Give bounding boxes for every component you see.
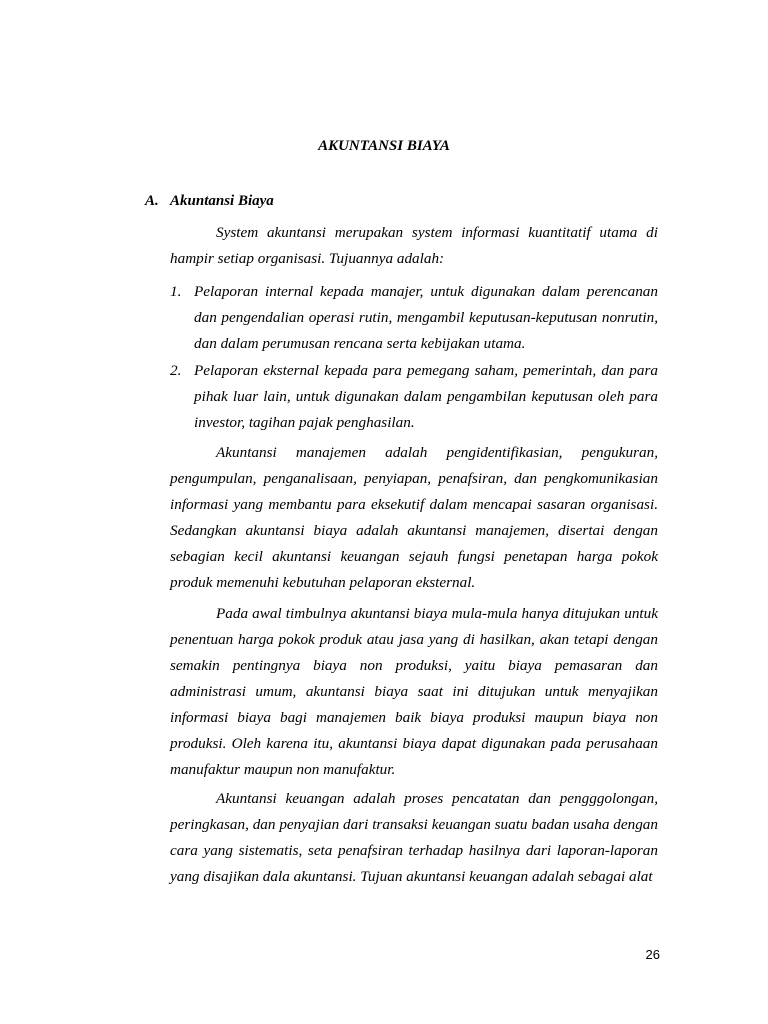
list-item [170, 358, 658, 436]
body-paragraph-financial-accounting: Akuntansi keuangan adalah proses pencatatan dan pengggolongan, peringkasan, dan penyajian dari transaksi keuangan suatu badan usaha dengan cara yang sistematis, seta penafsiran terhadap hasilnya dari laporan-laporan yang disajikan dala akuntansi. Tujuan akuntansi keuangan adalah sebagai alat [170, 790, 658, 885]
section-heading [145, 191, 274, 211]
list-item-text: Pelaporan internal kepada manajer, untuk digunakan dalam perencanan dan pengendalian operasi rutin, mengambil keputusan-keputusan nonrutin, dan dalam perumusan rencana serta kebijakan utama. [194, 283, 658, 352]
body-paragraph-management-accounting: Akuntansi manajemen adalah pengidentifikasian, pengukuran, pengumpulan, penganalisaan, penyiapan, penafsiran, dan pengkomunikasian informasi yang membantu para eksekutif dalam mencapai sasaran organisasi. Sedangkan akuntansi biaya adalah akuntansi manajemen, disertai dengan sebagian kecil akuntansi keuangan sejauh fungsi penetapan harga pokok produk memenuhi kebutuhan pelaporan eksternal. [170, 444, 658, 591]
list-item-number: 2. [170, 362, 182, 379]
list-item [170, 279, 658, 357]
section-heading-text: Akuntansi Biaya [170, 193, 274, 209]
page-number: 26 [645, 947, 660, 962]
list-item-number: 1. [170, 283, 182, 300]
list-item-text: Pelaporan eksternal kepada para pemegang saham, pemerintah, dan para pihak luar lain, untuk digunakan dalam pengambilan keputusan oleh para investor, tagihan pajak penghasilan. [194, 362, 658, 431]
intro-paragraph: System akuntansi merupakan system informasi kuantitatif utama di hampir setiap organisasi. Tujuannya adalah: [170, 224, 658, 267]
document-title: AKUNTANSI BIAYA [318, 138, 450, 154]
body-paragraph-cost-accounting-history: Pada awal timbulnya akuntansi biaya mula-mula hanya ditujukan untuk penentuan harga pokok produk atau jasa yang di hasilkan, akan tetapi dengan semakin pentingnya biaya non produksi, yaitu biaya pemasaran dan administrasi umum, akuntansi biaya saat ini ditujukan untuk menyajikan informasi biaya bagi manajemen baik biaya produksi maupun biaya non produksi. Oleh karena itu, akuntansi biaya dapat digunakan pada perusahaan manufaktur maupun non manufaktur. [170, 605, 658, 778]
objectives-list [170, 279, 658, 437]
section-marker: A. [145, 193, 159, 209]
